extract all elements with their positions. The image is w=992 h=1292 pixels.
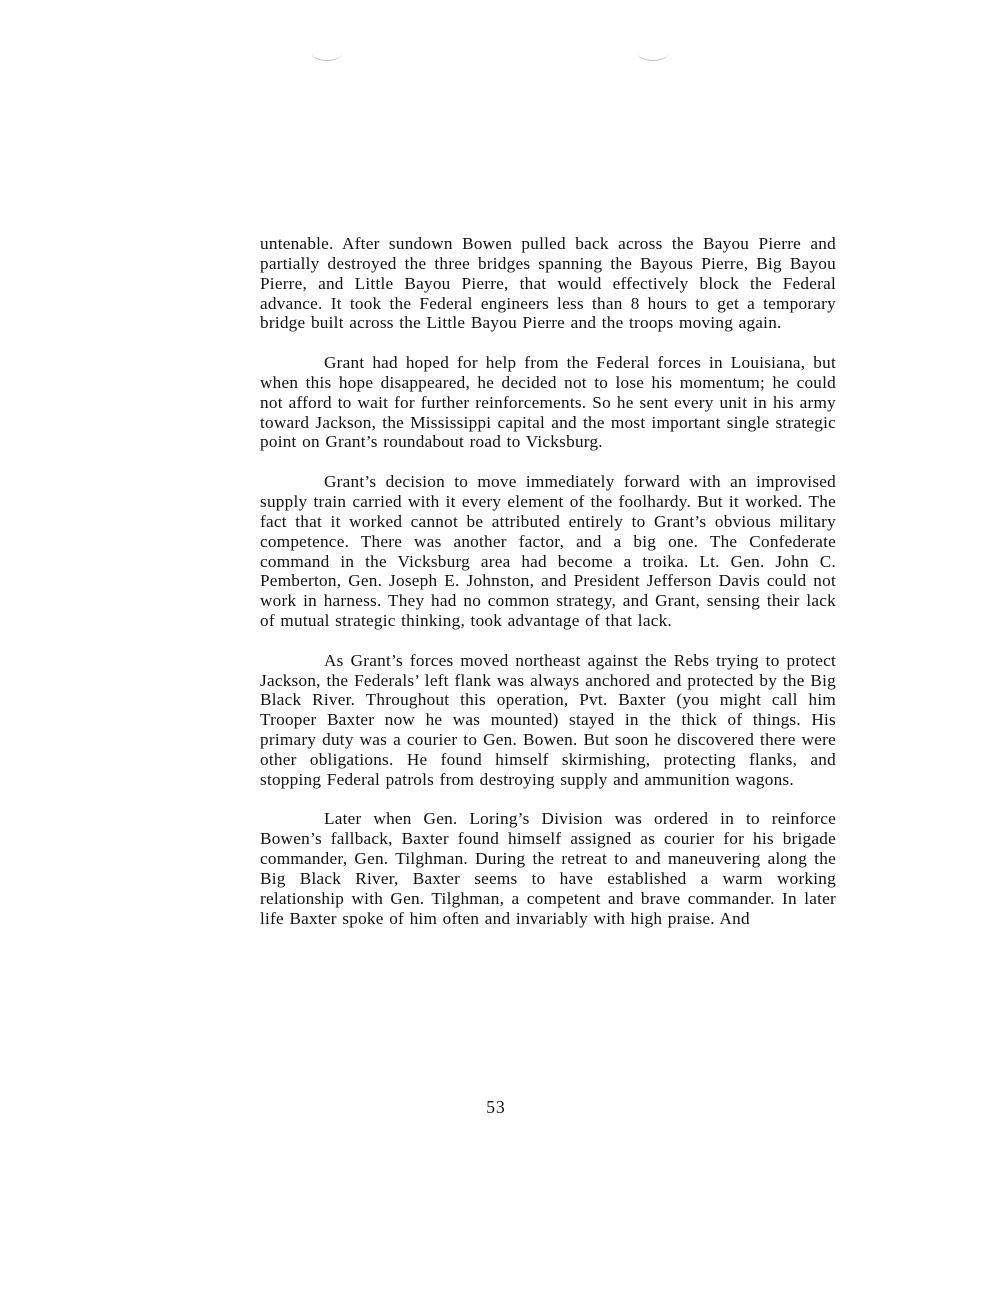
paragraph: Grant’s decision to move immediately forward with an improvised supply train carried with it every element of the foolhardy. But it worked. The fact that it worked cannot be attributed entirely to Grant’s obvious military competence. There was another factor, and a big one. The Confederate command in the Vicksburg area had become a troika. Lt. Gen. John C. Pemberton, Gen. Joseph E. Johnston, and President Jefferson Davis could not work in harness. They had no common strategy, and Grant, sensing their lack of mutual strategic thinking, took advantage of that lack. xyxy=(260,472,836,631)
page-number: 53 xyxy=(486,1097,506,1117)
paragraph: As Grant’s forces moved northeast against the Rebs trying to protect Jackson, the Federals’ left flank was always anchored and protected by the Big Black River. Throughout this operation, Pvt. Baxter (you might call him Trooper Baxter now he was mounted) stayed in the thick of things. His primary duty was a courier to Gen. Bowen. But soon he discovered there were other obligations. He found himself skirmishing, protecting flanks, and stopping Federal patrols from destroying supply and ammunition wagons. xyxy=(260,650,836,789)
punch-hole-mark-left xyxy=(312,46,342,61)
paragraph: Later when Gen. Loring’s Division was ordered in to reinforce Bowen’s fallback, Baxter found himself assigned as courier for his brigade commander, Gen. Tilghman. During the retreat to and maneuvering along the Big Black River, Baxter seems to have established a warm working relationship with Gen. Tilghman, a competent and brave commander. In later life Baxter spoke of him often and invariably with high praise. And xyxy=(260,809,836,928)
paragraph: Grant had hoped for help from the Federal forces in Louisiana, but when this hope disappeared, he decided not to lose his momentum; he could not afford to wait for further reinforcements. So he sent every unit in his army toward Jackson, the Mississippi capital and the most important single strategic point on Grant’s roundabout road to Vicksburg. xyxy=(260,353,836,452)
paragraph-continuation: untenable. After sundown Bowen pulled back across the Bayou Pierre and partially destroyed the three bridges spanning the Bayous Pierre, Big Bayou Pierre, and Little Bayou Pierre, that would effectively block the Federal advance. It took the Federal engineers less than 8 hours to get a temporary bridge built across the Little Bayou Pierre and the troops moving again. xyxy=(260,234,836,333)
body-text xyxy=(260,234,836,929)
punch-hole-mark-right xyxy=(638,46,668,61)
